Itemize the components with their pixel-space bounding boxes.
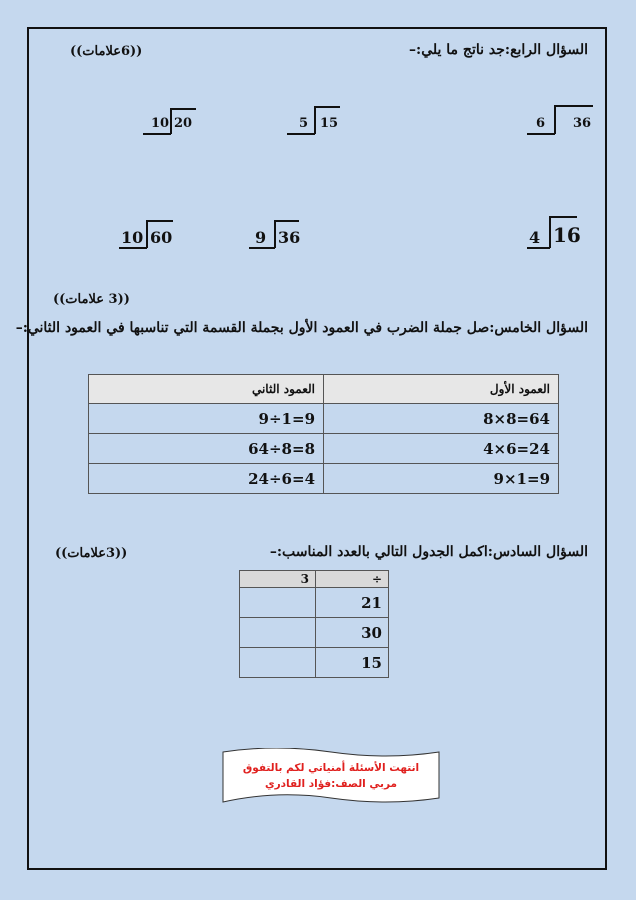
table-cell: 21: [316, 588, 389, 618]
closing-note: [221, 748, 441, 806]
table-cell: 8=8÷64: [89, 434, 324, 464]
divisor: 9: [255, 228, 267, 247]
division-problem: [119, 220, 179, 250]
divisor: 4: [529, 228, 541, 247]
table-cell: 4=6÷24: [89, 464, 324, 494]
teacher-name: مربي الصف:فؤاد القادري: [264, 778, 398, 790]
answer-cell[interactable]: [240, 618, 316, 648]
answer-cell[interactable]: [240, 648, 316, 678]
table-header-row: [240, 571, 389, 588]
q5-title: السؤال الخامس:صل جملة الضرب في العمود الأول بجملة القسمة التي تناسبها في العمود الثاني:–: [15, 320, 588, 336]
q4-title: السؤال الرابع:جد ناتج ما يلي:–: [409, 42, 588, 58]
table-cell: 9=1÷9: [89, 404, 324, 434]
divisor: 10: [151, 116, 170, 131]
matching-table: [88, 374, 559, 494]
table-row: [240, 588, 389, 618]
dividend: 16: [553, 223, 581, 247]
divisor: 5: [299, 116, 309, 131]
table-cell: 15: [316, 648, 389, 678]
divisor: 6: [536, 116, 546, 131]
dividend: 60: [150, 228, 173, 247]
division-problem: [527, 103, 597, 136]
table-row: [89, 434, 559, 464]
table-cell: 64=8×8: [324, 404, 559, 434]
table-header-row: [89, 375, 559, 404]
table-row: [240, 648, 389, 678]
closing-message: انتهت الأسئلة أمنياتي لكم بالتفوق: [242, 762, 420, 774]
dividend: 20: [174, 116, 193, 131]
division-sign-header: ÷: [316, 571, 389, 588]
table-row: [89, 404, 559, 434]
division-problem: [143, 106, 199, 136]
dividend: 15: [320, 116, 339, 131]
division-problem: [287, 104, 343, 136]
q5-marks: ((3 علامات)): [53, 292, 130, 307]
q6-title: السؤال السادس:اكمل الجدول التالي بالعدد المناسب:–: [269, 544, 588, 560]
division-problem: [249, 220, 305, 250]
divisor-header: 3: [240, 571, 316, 588]
column-header: العمود الثاني: [89, 375, 324, 404]
table-cell: 9=1×9: [324, 464, 559, 494]
answer-cell[interactable]: [240, 588, 316, 618]
q4-marks: ((6علامات)): [70, 44, 143, 59]
dividend: 36: [278, 228, 301, 247]
q6-marks: ((3علامات)): [55, 546, 128, 561]
table-row: [240, 618, 389, 648]
table-cell: 24=6×4: [324, 434, 559, 464]
division-problem: [527, 216, 583, 250]
column-header: العمود الأول: [324, 375, 559, 404]
table-cell: 30: [316, 618, 389, 648]
dividend: 36: [573, 116, 592, 131]
table-row: [89, 464, 559, 494]
divisor: 10: [121, 228, 144, 247]
fill-in-table: [239, 570, 389, 678]
